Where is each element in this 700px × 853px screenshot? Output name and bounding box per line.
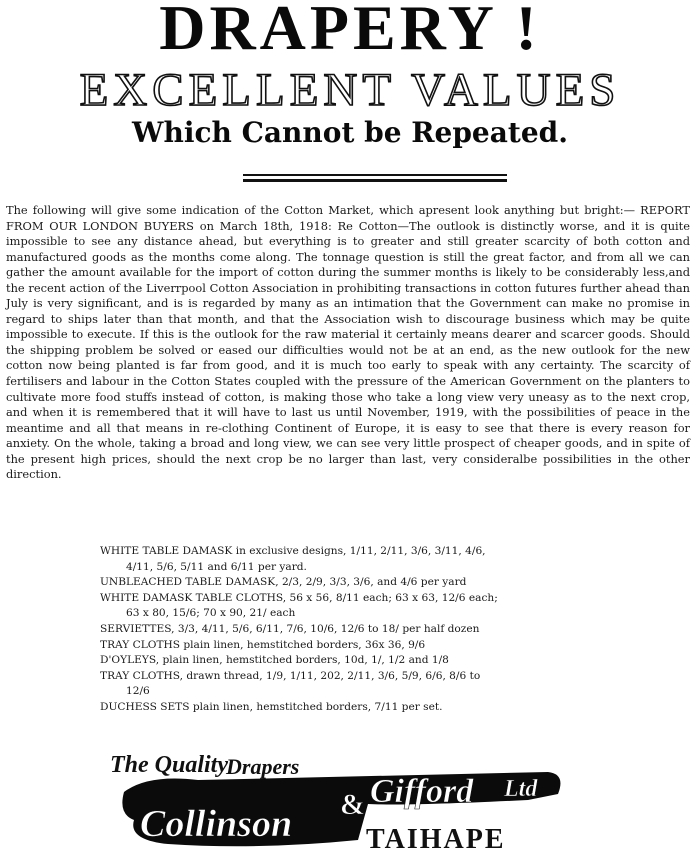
decorative-divider	[243, 174, 507, 182]
item-text-continued: 12/6	[126, 685, 150, 698]
price-list-item	[100, 669, 600, 700]
item-text-continued: 63 x 80, 15/6; 70 x 90, 21/ each	[126, 607, 296, 620]
item-text: D'OYLEYS, plain linen, hemstitched borders, 10d, 1/, 1/2 and 1/8	[100, 654, 449, 667]
logo-name-right: Gifford	[370, 773, 474, 810]
item-text: TRAY CLOTHS plain linen, hemstitched borders, 36x 36, 9/6	[100, 638, 426, 651]
cotton-market-report	[6, 203, 690, 483]
logo-suffix: Ltd	[504, 776, 538, 802]
collinson-gifford-logo	[108, 744, 568, 852]
logo-ampersand: &	[340, 788, 365, 821]
item-text: SERVIETTES, 3/3, 4/11, 5/6, 6/11, 7/6, 10/6, 12/6 to 18/ per half dozen	[100, 622, 480, 635]
logo-tagline-right: Drapers	[226, 754, 300, 779]
tagline: Which Cannot be Repeated.	[132, 116, 568, 149]
logo-name-left: Collinson	[140, 803, 293, 845]
item-text: TRAY CLOTHS, drawn thread, 1/9, 1/11, 202, 2/11, 3/6, 5/9, 6/6, 8/6 to	[100, 669, 481, 682]
item-text: WHITE TABLE DAMASK in exclusive designs, 1/11, 2/11, 3/6, 3/11, 4/6,	[100, 545, 486, 557]
price-list-item	[100, 622, 600, 638]
price-list-item	[100, 700, 600, 716]
item-text: UNBLEACHED TABLE DAMASK, 2/3, 2/9, 3/3, 3/6, and 4/6 per yard	[100, 576, 467, 589]
logo-town: TAIHAPE	[366, 824, 506, 852]
price-list-item	[100, 638, 600, 654]
report-paragraph: The following will give some indication of the Cotton Market, which apresent look anything but bright:— REPORT FROM OUR LONDON BUYERS on March 18th, 1918: Re Cotton—The outlook is distinctly worse, and it is quite impossible to see any distance ahead, but everything is to greater and still greater scarcity of both cotton and manufactured goods as the months come along. The tonnage question is still the great factor, and from all we can gather the amount available for the import of cotton during the summer months is likely to be considerably less,and the recent action of the Liverrpool Cotton Association in prohibiting transactions in cotton futures further ahead than July is very significant, and is is regarded by many as an intimation that the Government can make no promise in regard to ships later than that month, and that the Association wish to discourage business which may be quite impossible to execute. If this is the outlook for the raw material it certainly means dearer and scarcer goods. Should the shipping problem be solved or eased our difficulties would not be at an end, as the new outlook for the new cotton now being planted is far from good, and it is much too early to speak with any certainty. The scarcity of fertilisers and labour in the Cotton States coupled with the pressure of the American Government on the planters to cultivate more food stuffs instead of cotton, is making those who take a long view very uneasy as to the next crop, and when it is remembered that it will have to last us until November, 1919, with the possibilities of peace in the meantime and all that means in re-clothing Continent of Europe, it is easy to see that there is every reason for anxiety. On the whole, taking a broad and long view, we can see very little prospect of cheaper goods, and in spite of the present high prices, should the next crop be no larger than last, very consideralbe possibilities in the other direction.	[6, 203, 690, 482]
price-list-item	[100, 591, 600, 622]
price-list-item	[100, 653, 600, 669]
price-list-item	[100, 575, 600, 591]
item-text: WHITE DAMASK TABLE CLOTHS, 56 x 56, 8/11 each; 63 x 63, 12/6 each;	[100, 591, 498, 604]
headline: DRAPERY !	[159, 0, 541, 63]
price-list-item	[100, 544, 600, 575]
item-text-continued: 4/11, 5/6, 5/11 and 6/11 per yard.	[126, 560, 307, 573]
item-text: DUCHESS SETS plain linen, hemstitched borders, 7/11 per set.	[100, 700, 443, 713]
logo-tagline-left: The Quality	[110, 752, 228, 778]
subheadline: EXCELLENT VALUES	[79, 64, 621, 116]
price-list	[100, 544, 600, 716]
